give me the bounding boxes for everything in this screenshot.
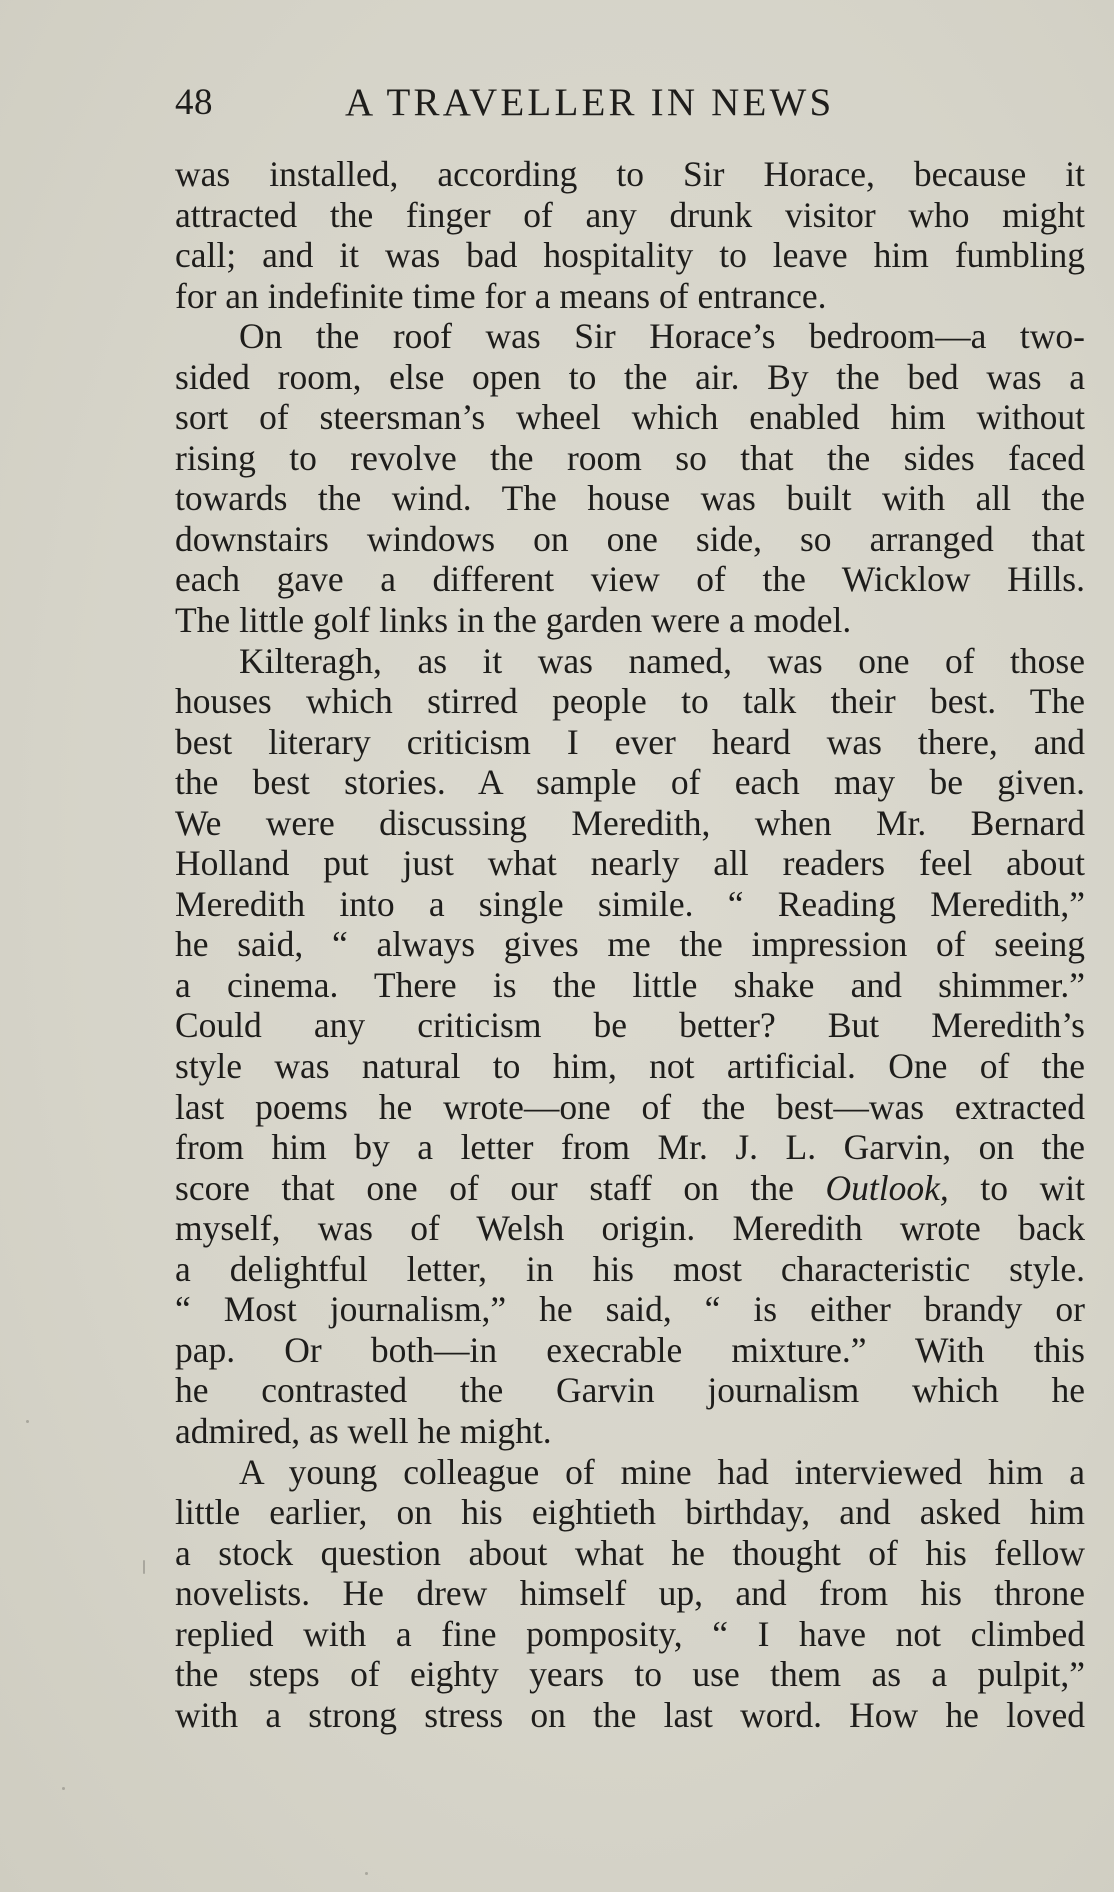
- text-line: style was natural to him, not artificial. One of the: [175, 1046, 1085, 1087]
- text-line: a cinema. There is the little shake and shimmer.”: [175, 964, 1085, 1005]
- text-line: The little golf links in the garden were a model.: [175, 600, 852, 641]
- text-line: for an indefinite time for a means of entrance.: [175, 275, 827, 316]
- text-segment: score that one of our staff on the: [175, 1167, 794, 1208]
- text-line: myself, was of Welsh origin. Meredith wrote back: [175, 1208, 1085, 1249]
- page-number: 48: [175, 82, 213, 123]
- text-line: he contrasted the Garvin journalism which he: [175, 1370, 1085, 1411]
- text-line: downstairs windows on one side, so arranged that: [175, 518, 1085, 559]
- text-line: novelists. He drew himself up, and from his throne: [175, 1573, 1085, 1614]
- text-line: a delightful letter, in his most characteristic style.: [175, 1248, 1085, 1289]
- text-line: rising to revolve the room so that the sides faced: [175, 437, 1085, 478]
- italic-title: Outlook,: [825, 1167, 949, 1208]
- paper-mark: [143, 1560, 145, 1574]
- text-line: with a strong stress on the last word. How he loved: [175, 1694, 1085, 1735]
- text-line: he said, “ always gives me the impression of seeing: [175, 924, 1085, 965]
- paragraph-start-line: A young colleague of mine had interviewed him a: [239, 1451, 1085, 1492]
- text-line: towards the wind. The house was built with all the: [175, 478, 1085, 519]
- paper-speck: [26, 1420, 29, 1423]
- paragraph-start-line: Kilteragh, as it was named, was one of those: [239, 640, 1085, 681]
- text-segment: to wit: [980, 1167, 1086, 1208]
- text-line: best literary criticism I ever heard was there, and: [175, 721, 1085, 762]
- text-line: sided room, else open to the air. By the bed was a: [175, 356, 1085, 397]
- running-head: A TRAVELLER IN NEWS: [345, 81, 835, 124]
- text-line: the steps of eighty years to use them as a pulpit,”: [175, 1654, 1085, 1695]
- text-line: pap. Or both—in execrable mixture.” With this: [175, 1329, 1085, 1370]
- text-line: the best stories. A sample of each may be given.: [175, 762, 1085, 803]
- text-line: call; and it was bad hospitality to leave him fumbling: [175, 235, 1085, 276]
- paragraph-start-line: On the roof was Sir Horace’s bedroom—a two-: [239, 316, 1085, 357]
- text-line: little earlier, on his eightieth birthday, and asked him: [175, 1492, 1085, 1533]
- text-line: Meredith into a single simile. “ Reading Meredith,”: [175, 883, 1085, 924]
- text-line-with-italic: [175, 1168, 1085, 1209]
- text-line: from him by a letter from Mr. J. L. Garvin, on the: [175, 1127, 1085, 1168]
- text-line: houses which stirred people to talk their best. The: [175, 681, 1085, 722]
- text-line: attracted the finger of any drunk visitor who might: [175, 194, 1085, 235]
- text-line: “ Most journalism,” he said, “ is either brandy or: [175, 1289, 1085, 1330]
- text-line: replied with a fine pomposity, “ I have not climbed: [175, 1613, 1085, 1654]
- paper-speck: [365, 1872, 368, 1875]
- body-text: [175, 154, 1085, 1735]
- text-line: sort of steersman’s wheel which enabled him without: [175, 397, 1085, 438]
- text-line: Could any criticism be better? But Meredith’s: [175, 1005, 1085, 1046]
- text-line: We were discussing Meredith, when Mr. Bernard: [175, 802, 1085, 843]
- text-line: admired, as well he might.: [175, 1410, 552, 1451]
- paper-speck: [62, 1787, 65, 1790]
- text-line: last poems he wrote—one of the best—was extracted: [175, 1086, 1085, 1127]
- page-header: [175, 78, 925, 128]
- text-line: each gave a different view of the Wicklow Hills.: [175, 559, 1085, 600]
- text-line: a stock question about what he thought of his fellow: [175, 1532, 1085, 1573]
- text-line: Holland put just what nearly all readers feel about: [175, 843, 1085, 884]
- text-line: was installed, according to Sir Horace, because it: [175, 154, 1085, 194]
